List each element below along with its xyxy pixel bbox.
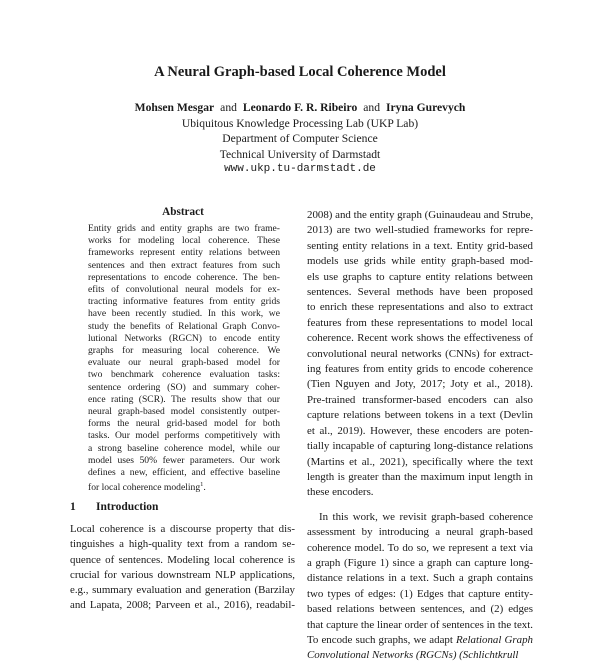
abstract-last-line	[88, 479, 280, 494]
body-line	[307, 648, 533, 663]
body-line: capture relations between tokens in a text (Devlin	[307, 409, 533, 422]
body-line: models use grids while entity graph-based mod-	[307, 255, 533, 268]
abstract-line: for local coherence modeling	[88, 482, 201, 494]
section-heading-introduction	[70, 501, 158, 513]
intro-line: tinguishes a high-quality text from a random se-	[70, 538, 295, 551]
author-separator: and	[363, 101, 381, 114]
author-name: Iryna Gurevych	[386, 101, 466, 114]
abstract-final-punct: .	[203, 482, 206, 494]
intro-line: and Lapata, 2008; Parveen et al., 2016), readabil-	[70, 599, 295, 612]
body-text-italic: Relational Graph	[456, 633, 533, 646]
section-number: 1	[70, 501, 76, 513]
body-line: distance relations in a text. Such a graph contains	[307, 572, 533, 585]
abstract-line: Entity grids and entity graphs are two frame-	[88, 223, 280, 234]
body-line: to enrich these representations and also to extract	[307, 301, 533, 314]
body-line: convolutional neural networks (CNNs) for extract-	[307, 347, 533, 360]
body-line-mixed	[307, 633, 533, 648]
author-name: Leonardo F. R. Ribeiro	[242, 101, 358, 114]
body-line: tially incapable of capturing long-distance relations	[307, 440, 533, 453]
abstract-heading: Abstract	[162, 206, 204, 218]
abstract-line: representations to encode coherence. The ben-	[88, 271, 280, 283]
abstract-line: defines a new, efficient, and effective baseline	[88, 467, 280, 479]
body-line: these encoders.	[307, 486, 374, 499]
section-title: Introduction	[96, 501, 159, 513]
intro-line: e.g., summary evaluation and generation (Barzilay	[70, 584, 295, 597]
affiliation-url: www.ukp.tu-darmstadt.de	[224, 163, 376, 175]
abstract-line: graphs for measuring local coherence. We	[88, 345, 280, 357]
affiliation-line: Department of Computer Science	[222, 132, 378, 145]
body-line: 2013) are two well-studied frameworks for repre-	[307, 224, 533, 237]
abstract-line: forms the neural grid-based model for both	[88, 418, 280, 430]
paper-title: A Neural Graph-based Local Coherence Model	[154, 64, 446, 80]
paragraph-gap	[307, 501, 533, 510]
abstract-line: sentences and then extract features from such	[88, 259, 280, 271]
body-line: ing features from entity grids to encode coherence	[307, 363, 533, 376]
abstract-line: tracting informative features from entity grids	[88, 296, 280, 308]
affiliation-line: Technical University of Darmstadt	[219, 147, 381, 161]
author-block	[0, 100, 600, 178]
abstract-line: study the benefits of Relational Graph Convo-	[88, 320, 280, 332]
body-line: two types of edges: (1) Edges that capture entity-	[307, 587, 533, 600]
body-line: els use graphs to capture entity relations between	[307, 270, 533, 283]
intro-line: crucial for various downstream NLP applications,	[70, 568, 295, 581]
abstract-line: ence rating (SCR). The results show that our	[88, 393, 280, 405]
abstract-line: have been recently studied. In this work, we	[88, 308, 280, 320]
body-line: In this work, we revisit graph-based coherence	[319, 510, 533, 523]
intro-line: quence of sentences. Modeling local coherence is	[70, 553, 295, 566]
body-line: features from these representations to model local	[307, 316, 533, 329]
introduction-text	[70, 522, 295, 614]
body-line: senting entity relations in a text. Entity grid-based	[307, 239, 533, 252]
body-line: et al., 2019). However, these encoders are poten-	[307, 424, 533, 437]
author-names	[0, 100, 600, 116]
affiliation-line: Ubiquitous Knowledge Processing Lab (UKP Lab)	[181, 116, 419, 130]
body-line: sentences. Several methods have been proposed	[307, 286, 533, 299]
intro-line: Local coherence is a discourse property that dis-	[70, 523, 295, 535]
abstract-line: works for modeling local coherence. These	[88, 235, 280, 247]
body-line: 2008) and the entity graph (Guinaudeau and Strube,	[307, 209, 533, 221]
abstract-line: lutional Networks (RGCN) to encode entity	[88, 332, 280, 344]
abstract-line: model uses 50% fewer parameters. Our work	[88, 454, 280, 466]
body-line: Pre-trained transformer-based encoders can also	[307, 393, 533, 406]
body-text: To encode such graphs, we adapt	[307, 633, 453, 646]
abstract-line: efits of convolutional neural models for ex-	[88, 284, 280, 296]
abstract-line: sentence ordering (SO) and summary coher-	[88, 381, 280, 393]
abstract-line: two benchmark coherence evaluation tasks:	[88, 369, 280, 381]
body-line: a graph (Figure 1) since a graph can capture long-	[307, 556, 533, 569]
abstract-line: neural graph-based model consistently outper-	[88, 406, 280, 418]
body-line: that capture the linear order of sentences in the text.	[307, 618, 533, 631]
body-line: (Martins et al., 2021), specifically where the text	[307, 455, 533, 468]
body-line: length is greater than the maximum input length in	[307, 470, 533, 483]
right-column-text	[307, 208, 533, 664]
author-name: Mohsen Mesgar	[134, 101, 215, 114]
footnote-marker: 1	[200, 481, 204, 489]
body-line: coherence. Recent work shows the effectiveness of	[307, 332, 533, 345]
abstract-line: evaluate our neural graph-based model for	[88, 357, 280, 369]
body-line: assessment by introducing a neural graph-based	[307, 526, 533, 539]
abstract-line: a strong baseline coherence model, while our	[88, 442, 280, 454]
abstract-line: frameworks represent entity relations between	[88, 247, 280, 259]
body-text-italic: Convolutional Networks (RGCNs) (Schlichtkrull	[307, 649, 519, 662]
abstract-text	[88, 223, 280, 495]
body-line: based relations between sentences, and (2) edges	[307, 603, 533, 616]
body-line: (Tien Nguyen and Joty, 2017; Joty et al., 2018).	[307, 378, 533, 391]
abstract-line: tasks. Our model performs competitively with	[88, 430, 280, 442]
author-separator: and	[220, 101, 237, 114]
body-line: coherence model. To do so, we represent a text via	[307, 541, 533, 554]
